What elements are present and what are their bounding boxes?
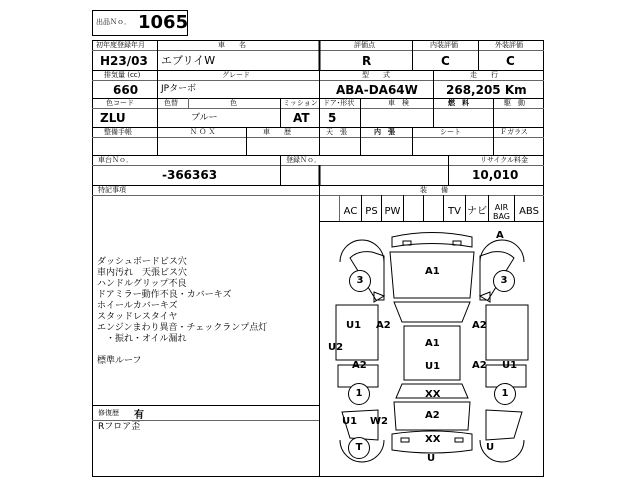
repair-history-value: 有	[134, 410, 144, 421]
color-code-label: 色コード	[106, 99, 134, 107]
repair-history-label: 修復歴	[98, 409, 119, 417]
note-line: エンジンまわり異音・チェックランプ点灯	[97, 323, 268, 333]
exterior-grade-label: 外装評価	[495, 41, 523, 49]
note-line: ホイールカバーキズ	[97, 301, 178, 311]
repair-note: Rフロア歪	[98, 422, 141, 432]
note-line: ドアミラー動作不良・カバーキズ	[97, 290, 232, 300]
recycle-label: リサイクル料金	[480, 156, 529, 164]
color-change-label: 色替	[164, 99, 178, 107]
mark-a1-mid: A1	[425, 338, 440, 349]
color-code-value: ZLU	[100, 111, 126, 125]
equip-tv: TV	[448, 206, 461, 217]
car-name-value: エブリイW	[161, 54, 216, 67]
displacement-value: 660	[113, 83, 139, 97]
first-reg-value: H23/03	[100, 54, 148, 68]
mark-a2-right: A2	[472, 320, 487, 331]
equip-navi: ナビ	[467, 206, 487, 217]
mark-u1-right: U1	[502, 360, 518, 371]
mark-u-right: U	[486, 442, 495, 453]
mark-a1-hood: A1	[425, 266, 440, 277]
mileage-label: 走 行	[470, 71, 498, 79]
equipment-label: 装 備	[420, 186, 448, 194]
equip-ps: PS	[365, 206, 378, 217]
equip-abs: ABS	[519, 206, 539, 217]
mark-a2-lower: A2	[425, 410, 440, 421]
mark-u2: U2	[328, 342, 344, 353]
chassis-value: -366363	[162, 168, 218, 182]
mark-1-right: 1	[494, 383, 516, 405]
door-value: 5	[328, 111, 337, 125]
mark-1-left: 1	[348, 383, 370, 405]
lot-number: 1065	[138, 12, 189, 33]
note-line: スタッドレスタイヤ	[97, 312, 178, 322]
mark-u1-mid: U1	[425, 361, 441, 372]
model-label: 型 式	[362, 71, 390, 79]
note-line	[97, 345, 267, 356]
maintenance-label: 整備手帳	[104, 128, 132, 136]
mark-w2: W2	[370, 416, 388, 427]
note-line: ・振れ・オイル漏れ	[97, 334, 187, 344]
score-label: 評価点	[354, 41, 375, 49]
equip-airbag: AIR BAG	[492, 203, 511, 221]
mission-label: ミッション	[283, 99, 318, 107]
door-label: ドア･形状	[323, 99, 355, 107]
grade-value: JPターボ	[161, 84, 197, 94]
equip-blank-1	[404, 203, 423, 221]
note-line: 車内汚れ 天張ビス穴	[97, 268, 188, 278]
note-line: ダッシュボードビス穴	[97, 257, 187, 267]
first-reg-label: 初年度登録年月	[96, 41, 145, 49]
exterior-grade-value: C	[506, 54, 515, 68]
regno-label: 登録Ｎｏ．	[286, 156, 321, 164]
equip-pw: PW	[384, 206, 401, 217]
note-line: 標準ルーフ	[97, 356, 142, 366]
equip-blank-0	[320, 203, 339, 221]
color-value: ブルー	[191, 113, 218, 123]
mark-u1-left: U1	[346, 320, 362, 331]
lot-number-label: 出品Ｎｏ．	[96, 18, 131, 26]
color-label: 色	[230, 99, 237, 107]
mark-3-right: 3	[493, 270, 515, 292]
mark-a2-lrear: A2	[352, 360, 367, 371]
score-value: R	[362, 54, 372, 68]
notes-list	[97, 257, 267, 367]
mark-u-bottom: U	[427, 453, 436, 464]
displacement-label: 排気量 (cc)	[104, 71, 141, 79]
glass-label: Ｆガラス	[500, 128, 528, 136]
mark-3-left: 3	[349, 270, 371, 292]
history-label: 車 歴	[263, 128, 291, 136]
note-line: ハンドルグリップ不良	[97, 279, 187, 289]
drive-label: 駆 動	[504, 99, 525, 107]
mark-a2-rrear: A2	[472, 360, 487, 371]
equip-ac: AC	[343, 206, 358, 217]
mileage-value: 268,205 Km	[446, 83, 527, 97]
car-name-label: 車 名	[218, 41, 246, 49]
grade-label: グレード	[222, 71, 250, 79]
notes-label: 特記事項	[98, 186, 126, 194]
mark-xx-lower: XX	[425, 434, 441, 445]
chassis-label: 車台Ｎｏ．	[98, 156, 133, 164]
mark-u1-lower: U1	[342, 416, 358, 427]
mark-a-top: A	[496, 230, 504, 241]
inspection-label: 車 検	[388, 99, 409, 107]
sunroof-label: 天 張	[326, 128, 347, 136]
interior-cover-label: 内 張	[374, 128, 395, 136]
nox-label: Ｎ Ｏ Ｘ	[190, 128, 216, 136]
model-value: ABA-DA64W	[336, 83, 418, 97]
equip-blank-2	[424, 203, 443, 221]
mark-a2-left: A2	[376, 320, 391, 331]
mark-t: T	[348, 437, 370, 459]
recycle-value: 10,010	[472, 168, 519, 182]
mission-value: AT	[293, 111, 310, 125]
interior-grade-label: 内装評価	[430, 41, 458, 49]
mark-xx-upper: XX	[425, 389, 441, 400]
seat-label: シート	[440, 128, 461, 136]
fuel-label: 燃 料	[448, 99, 469, 107]
interior-grade-value: C	[441, 54, 450, 68]
